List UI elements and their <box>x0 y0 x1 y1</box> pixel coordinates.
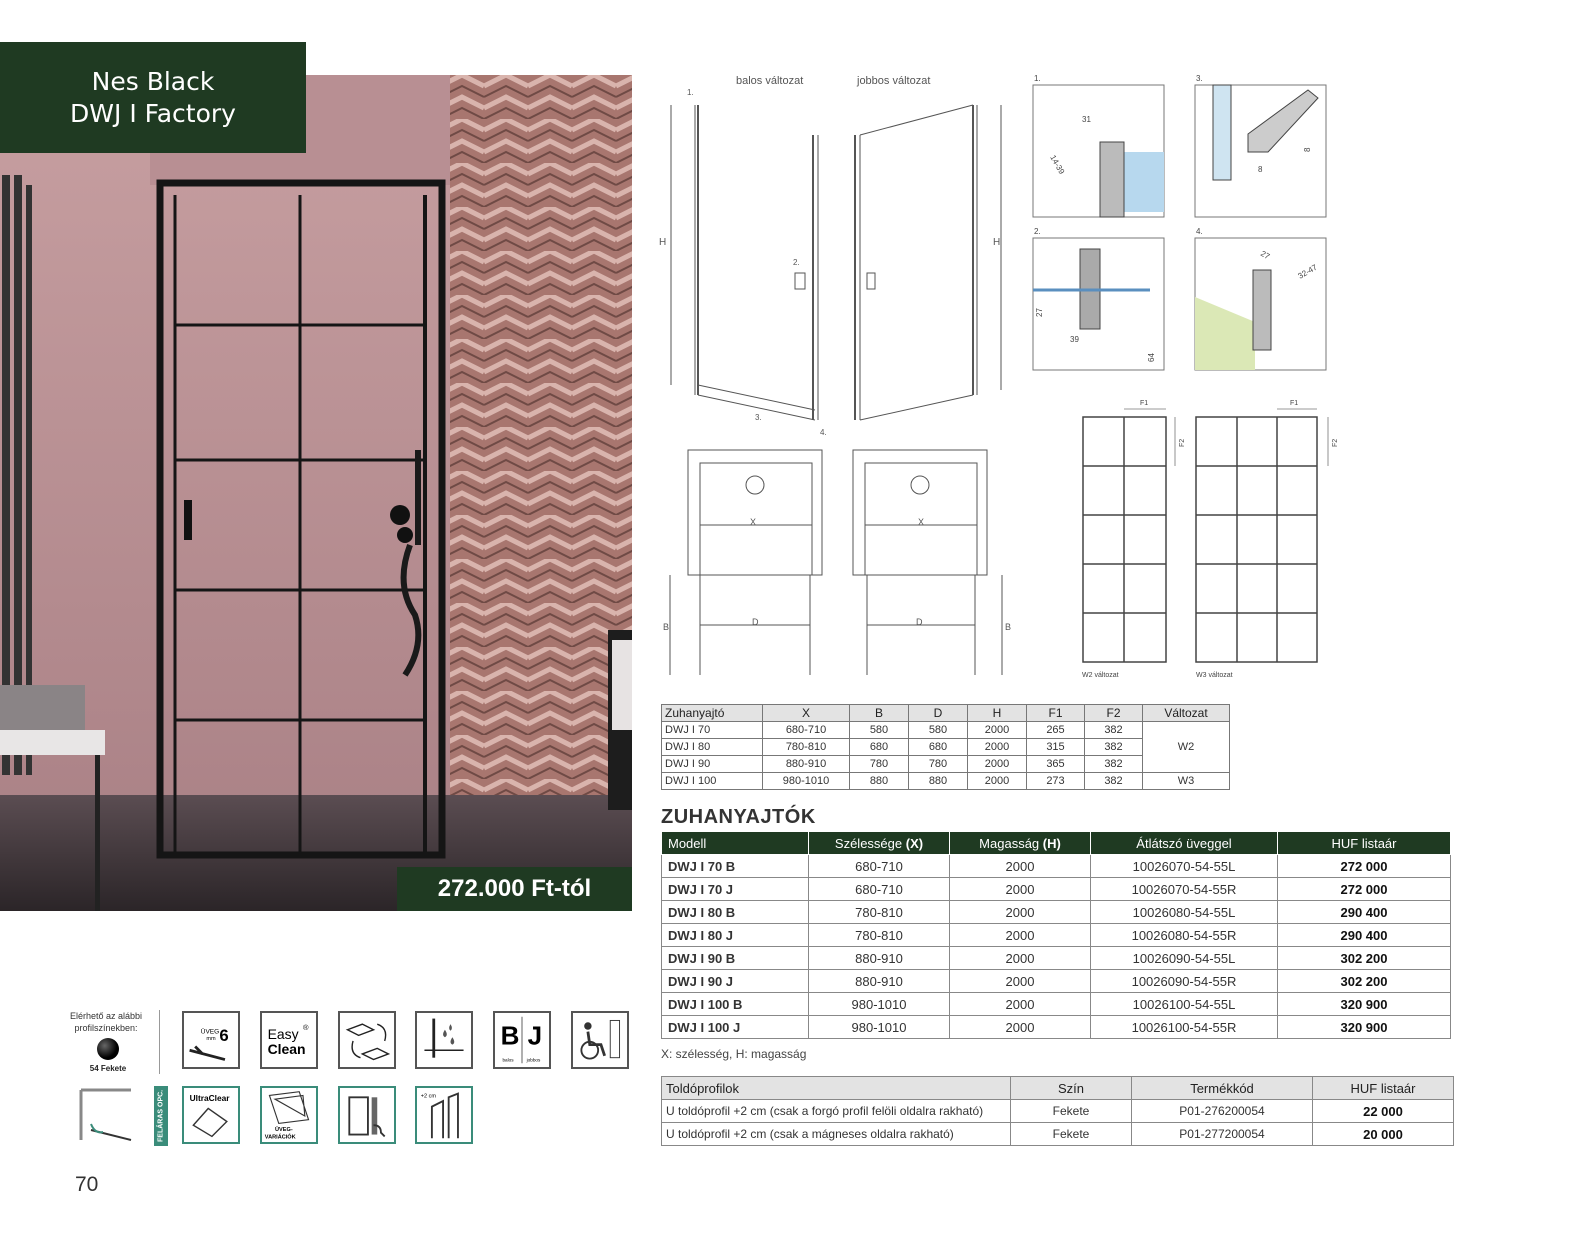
cell: 10026090-54-55L <box>1091 947 1278 970</box>
cell: DWJ I 90 <box>662 756 763 773</box>
table-row <box>662 993 1451 1016</box>
col-f1: F1 <box>1027 705 1085 722</box>
cell: P01-276200054 <box>1132 1100 1313 1123</box>
cell: 365 <box>1027 756 1085 773</box>
cell: 780 <box>909 756 968 773</box>
f2-label-w3: F2 <box>1332 438 1339 447</box>
cell: 780 <box>850 756 909 773</box>
detail-ref-2: 2. <box>793 258 800 267</box>
cell: 880-910 <box>763 756 850 773</box>
cell: 10026080-54-55L <box>1091 901 1278 924</box>
availability-text: Elérhető az alábbi profilszínekben: <box>69 1011 143 1033</box>
col-huf-listaar: HUF listaár <box>1313 1077 1454 1100</box>
price-cell: 320 900 <box>1278 993 1451 1016</box>
col-atlatszo: Átlátszó üveggel <box>1091 832 1278 855</box>
cell: 10026100-54-55R <box>1091 1016 1278 1039</box>
price-cell: 290 400 <box>1278 924 1451 947</box>
cell: 580 <box>909 722 968 739</box>
color-swatch-black <box>97 1038 119 1060</box>
j-letter: J <box>527 1020 543 1051</box>
glass-thickness-value: 6 <box>219 1025 229 1045</box>
dimension-table-header <box>662 705 1230 722</box>
price-cell: 302 200 <box>1278 970 1451 993</box>
table-row <box>662 970 1451 993</box>
grid-variants-drawing <box>1078 395 1348 685</box>
cell: U toldóprofil +2 cm (csak a mágneses oldalra rakható) <box>662 1123 1011 1146</box>
col-zuhanyajto: Zuhanyajtó <box>662 705 763 722</box>
price-cell: 272 000 <box>1278 855 1451 878</box>
cell: 680 <box>850 739 909 756</box>
dim-64: 64 <box>1147 353 1156 362</box>
cell: 2000 <box>968 739 1027 756</box>
table-row <box>662 1100 1454 1123</box>
col-valtozat: Változat <box>1143 705 1230 722</box>
door-opening-icon <box>77 1086 135 1144</box>
accessory-table-header <box>662 1077 1454 1100</box>
dim-27-detail4: 27 <box>1259 248 1272 262</box>
model-cell: DWJ I 100 J <box>662 1016 809 1039</box>
easy-clean-icon <box>260 1011 318 1069</box>
clean-label: Clean <box>267 1040 306 1057</box>
cell: 680-710 <box>809 878 950 901</box>
cell: 273 <box>1027 773 1085 790</box>
optional-extra-label: FELÁRAS OPC. <box>154 1086 168 1146</box>
detail-4-label: 4. <box>1196 227 1203 236</box>
water-drip-icon <box>415 1011 473 1069</box>
ultraclear-label: UltraClear <box>189 1093 230 1104</box>
dim-31: 31 <box>1082 115 1091 124</box>
cell: 10026070-54-55R <box>1091 878 1278 901</box>
cell: 10026070-54-55L <box>1091 855 1278 878</box>
cell: U toldóprofil +2 cm (csak a forgó profil felöli oldalra rakható) <box>662 1100 1011 1123</box>
cell: 382 <box>1085 756 1143 773</box>
width-label-right: X <box>918 517 925 527</box>
price-table-note: X: szélesség, H: magasság <box>661 1047 807 1061</box>
reversible-installation-icon <box>338 1011 396 1069</box>
cell: 980-1010 <box>809 993 950 1016</box>
price-cell: 22 000 <box>1313 1100 1454 1123</box>
cell: 980-1010 <box>763 773 850 790</box>
detail-ref-3: 3. <box>755 413 762 422</box>
price-cell: 302 200 <box>1278 947 1451 970</box>
height-label-right: H <box>993 237 1001 248</box>
variant-w3-cell: W3 <box>1143 773 1230 790</box>
page-number: 70 <box>75 1173 99 1196</box>
cell: Fekete <box>1011 1123 1132 1146</box>
col-magassag-symbol: (H) <box>1042 835 1061 851</box>
dim-8-vertical: 8 <box>1303 147 1312 152</box>
dim-32-47: 32-47 <box>1296 262 1319 281</box>
cell: 2000 <box>950 924 1091 947</box>
cell: P01-277200054 <box>1132 1123 1313 1146</box>
model-cell: DWJ I 90 J <box>662 970 809 993</box>
title-line-2: DWJ I Factory <box>70 98 236 128</box>
cell: 2000 <box>950 901 1091 924</box>
door-elevation-and-plan-drawings <box>655 85 1025 685</box>
table-row <box>662 901 1451 924</box>
left-right-variant-icon <box>493 1011 551 1069</box>
col-magassag <box>950 832 1091 855</box>
cell: 880 <box>850 773 909 790</box>
width-label-left: X <box>750 517 757 527</box>
table-row <box>662 722 1230 739</box>
ultraclear-icon <box>182 1086 240 1144</box>
glass-thickness-icon <box>182 1011 240 1069</box>
col-szin: Szín <box>1011 1077 1132 1100</box>
col-b: B <box>850 705 909 722</box>
table-row <box>662 1123 1454 1146</box>
cell: 2000 <box>968 756 1027 773</box>
cell: 315 <box>1027 739 1085 756</box>
dimension-table <box>661 704 1230 790</box>
f2-label-w2: F2 <box>1179 438 1186 447</box>
section-title: ZUHANYAJTÓK <box>661 806 816 828</box>
cell: DWJ I 100 <box>662 773 763 790</box>
cell: 382 <box>1085 773 1143 790</box>
col-f2: F2 <box>1085 705 1143 722</box>
col-modell: Modell <box>662 832 809 855</box>
dim-14-39: 14-39 <box>1048 153 1067 176</box>
dim-39: 39 <box>1070 335 1079 344</box>
f1-label-w3: F1 <box>1290 400 1299 407</box>
table-row <box>662 855 1451 878</box>
price-cell: 290 400 <box>1278 901 1451 924</box>
cell: 2000 <box>950 970 1091 993</box>
col-szelesseg-symbol: (X) <box>905 835 924 851</box>
cell: 780-810 <box>809 924 950 947</box>
b-label-right: B <box>1005 622 1012 632</box>
table-row <box>662 924 1451 947</box>
model-cell: DWJ I 90 B <box>662 947 809 970</box>
f1-label-w2: F1 <box>1140 400 1149 407</box>
cell: 2000 <box>950 993 1091 1016</box>
easy-label: Easy <box>267 1026 299 1043</box>
col-magassag-label: Magasság <box>979 835 1040 851</box>
profile-detail-drawings <box>1030 72 1340 372</box>
detail-ref-1: 1. <box>687 88 694 97</box>
glass-label: ÜVEG <box>200 1028 220 1036</box>
model-cell: DWJ I 80 B <box>662 901 809 924</box>
detail-ref-4: 4. <box>820 428 827 437</box>
model-cell: DWJ I 80 J <box>662 924 809 947</box>
model-cell: DWJ I 70 B <box>662 855 809 878</box>
cell: 880-910 <box>809 970 950 993</box>
j-caption: jobbos <box>526 1057 541 1063</box>
cell: 880 <box>909 773 968 790</box>
dim-8-horizontal: 8 <box>1258 165 1263 174</box>
col-szelesseg <box>809 832 950 855</box>
height-label-left: H <box>659 237 667 248</box>
price-cell: 320 900 <box>1278 1016 1451 1039</box>
table-row <box>662 1016 1451 1039</box>
color-name: 54 Fekete <box>89 1064 127 1073</box>
b-label-left: B <box>663 622 670 632</box>
price-badge: 272.000 Ft-tól <box>397 867 632 911</box>
dim-27-detail2: 27 <box>1035 308 1044 317</box>
cell: 10026080-54-55R <box>1091 924 1278 947</box>
cell: 265 <box>1027 722 1085 739</box>
title-block <box>0 42 306 153</box>
col-toldoprofilok: Toldóprofilok <box>662 1077 1011 1100</box>
cell: 382 <box>1085 722 1143 739</box>
product-photo <box>0 75 632 911</box>
cell: 780-810 <box>763 739 850 756</box>
cell: 880-910 <box>809 947 950 970</box>
table-row <box>662 947 1451 970</box>
left-variant-caption: balos változat <box>736 75 804 87</box>
price-table-header <box>662 832 1451 855</box>
cell: 980-1010 <box>809 1016 950 1039</box>
cell: 580 <box>850 722 909 739</box>
cell: DWJ I 70 <box>662 722 763 739</box>
wheelchair-icon <box>571 1011 629 1069</box>
cell: 2000 <box>950 947 1091 970</box>
cell: 10026090-54-55R <box>1091 970 1278 993</box>
col-h: H <box>968 705 1027 722</box>
cell: DWJ I 80 <box>662 739 763 756</box>
cell: 780-810 <box>809 901 950 924</box>
cell: 2000 <box>950 855 1091 878</box>
b-caption: balos <box>502 1057 514 1063</box>
col-termekkod: Termékkód <box>1132 1077 1313 1100</box>
cell: 2000 <box>950 878 1091 901</box>
profile-extension-icon <box>338 1086 396 1144</box>
detail-3-label: 3. <box>1196 74 1203 83</box>
glass-variations-icon <box>260 1086 318 1144</box>
cell: 680-710 <box>809 855 950 878</box>
glass-variations-line1: ÜVEG- <box>275 1126 293 1133</box>
cell: Fekete <box>1011 1100 1132 1123</box>
b-letter: B <box>500 1020 520 1051</box>
table-row <box>662 773 1230 790</box>
right-variant-caption: jobbos változat <box>857 75 931 87</box>
glass-variations-line2: VARIÁCIÓK <box>264 1134 296 1141</box>
col-x: X <box>763 705 850 722</box>
cell: 680-710 <box>763 722 850 739</box>
col-szelesseg-label: Szélessége <box>834 835 903 851</box>
cell: 10026100-54-55L <box>1091 993 1278 1016</box>
d-label-right: D <box>916 617 923 627</box>
glass-unit: mm <box>206 1036 216 1042</box>
title-line-1: Nes Black <box>91 66 215 96</box>
extension-profile-icon <box>415 1086 473 1144</box>
cell: 2000 <box>968 722 1027 739</box>
divider <box>159 1010 160 1074</box>
shower-door-illustration <box>0 75 632 911</box>
w3-variant-caption: W3 változat <box>1196 672 1233 679</box>
col-listaar: HUF listaár <box>1278 832 1451 855</box>
model-cell: DWJ I 100 B <box>662 993 809 1016</box>
d-label-left: D <box>752 617 759 627</box>
price-table <box>661 832 1451 1039</box>
cell: 382 <box>1085 739 1143 756</box>
cell: 680 <box>909 739 968 756</box>
price-cell: 272 000 <box>1278 878 1451 901</box>
detail-2-label: 2. <box>1034 227 1041 236</box>
cell: 2000 <box>968 773 1027 790</box>
plus-cm-label: +2 cm <box>420 1093 437 1100</box>
model-cell: DWJ I 70 J <box>662 878 809 901</box>
registered-mark: ® <box>302 1022 309 1032</box>
col-d: D <box>909 705 968 722</box>
accessory-table <box>661 1076 1454 1146</box>
variant-w2-cell: W2 <box>1143 722 1230 773</box>
price-cell: 20 000 <box>1313 1123 1454 1146</box>
cell: 2000 <box>950 1016 1091 1039</box>
table-row <box>662 878 1451 901</box>
detail-1-label: 1. <box>1034 74 1041 83</box>
w2-variant-caption: W2 változat <box>1082 672 1119 679</box>
